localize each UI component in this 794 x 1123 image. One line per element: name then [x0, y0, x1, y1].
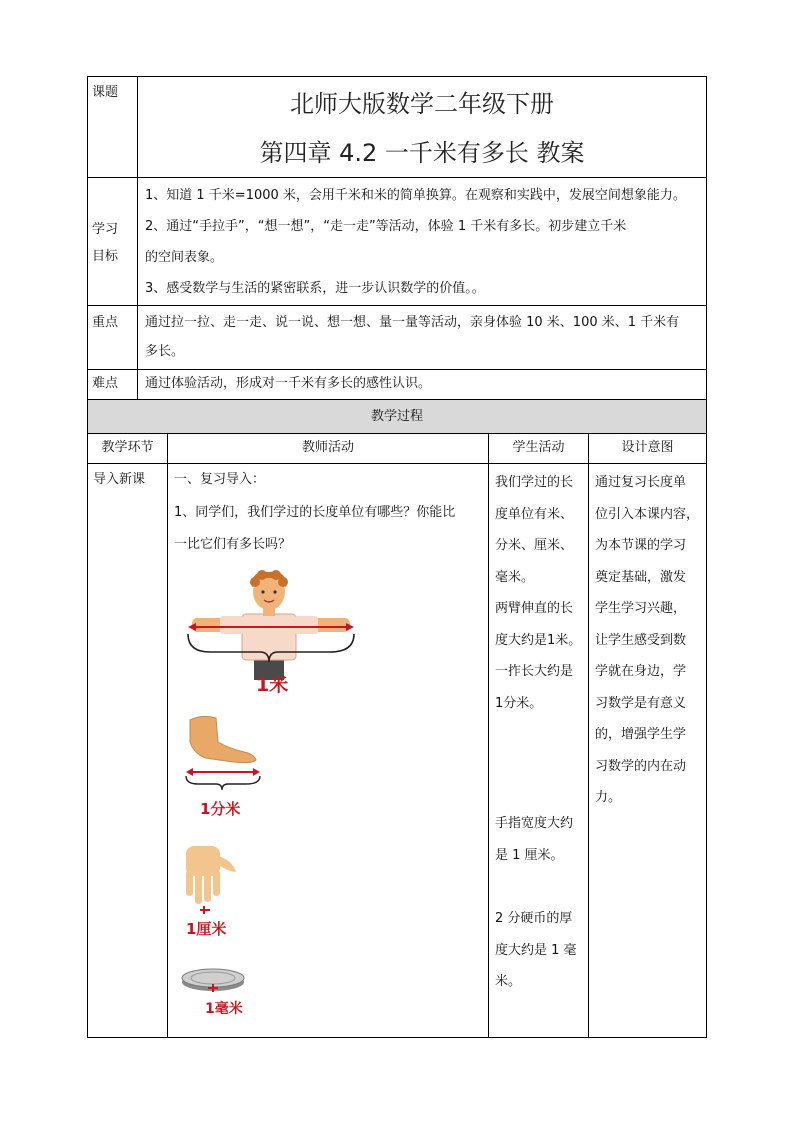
- intent-line: 习数学的内在动: [595, 758, 687, 774]
- one-centimeter-label: 1厘米: [186, 920, 227, 938]
- key-points-label: 重点: [92, 315, 119, 330]
- intent-line: 习数学是有意义: [595, 695, 687, 711]
- student-line: 度大约是 1 毫: [495, 942, 577, 958]
- difficulty-text: 通过体验活动，形成对一千米有多长的感性认识。: [145, 376, 432, 391]
- objectives-label-1: 学习: [92, 222, 119, 237]
- intent-line: 通过复习长度单: [595, 475, 687, 490]
- stage-label: 导入新课: [93, 472, 146, 487]
- student-line: 度大约是1米。: [495, 632, 582, 648]
- one-centimeter-illustration: [180, 842, 240, 914]
- one-millimeter-illustration: [180, 964, 248, 994]
- student-activity-block-2: [495, 808, 587, 871]
- teacher-line-3: 一比它们有多长吗？: [174, 537, 292, 552]
- student-line: 2 分硬币的厚: [495, 911, 573, 926]
- intent-line: 奠定基础，激发: [595, 569, 687, 585]
- process-title: 教学过程: [88, 400, 706, 433]
- student-activity-block-3: [495, 903, 587, 998]
- intent-line: 位引入本课内容，: [595, 506, 700, 522]
- student-line: 我们学过的长: [495, 475, 574, 490]
- one-millimeter-label: 1毫米: [205, 1001, 243, 1017]
- key-points-line-1: 通过拉一拉、走一走、说一说、想一想、量一量等活动，亲身体验 10 米、100 米、1 千米有: [145, 315, 680, 330]
- page-title-line1: 北师大版数学二年级下册: [290, 90, 554, 118]
- teacher-line-1: 一、复习导入：: [174, 472, 266, 487]
- objective-line-3: 的空间表象。: [145, 250, 224, 265]
- column-header-teacher: 教师活动: [301, 440, 354, 455]
- student-line: 度单位有米、: [495, 506, 574, 522]
- column-header-stage: 教学环节: [101, 440, 154, 455]
- design-intent: [595, 467, 705, 814]
- teacher-line-2: 1、同学们，我们学过的长度单位有哪些？你能比: [174, 505, 456, 520]
- student-line: 米。: [495, 974, 522, 989]
- topic-label: 课题: [92, 85, 119, 100]
- intent-line: 的，增强学生学: [595, 727, 687, 742]
- key-points-line-2: 多长。: [145, 344, 185, 359]
- student-line: 1分米。: [495, 695, 543, 711]
- column-header-intent: 设计意图: [621, 440, 674, 455]
- objective-line-2: 2、通过“手拉手”，“想一想”，“走一走”等活动，体验 1 千米有多长。初步建立千米: [145, 219, 627, 234]
- objectives-label-2: 目标: [92, 249, 119, 264]
- student-line: 毫米。: [495, 569, 535, 585]
- difficulty-label: 难点: [92, 376, 119, 391]
- intent-line: 学生学习兴趣，: [595, 601, 687, 616]
- student-line: 是 1 厘米。: [495, 847, 564, 863]
- one-decimeter-illustration: [182, 712, 262, 792]
- student-activity-block-1: [495, 467, 587, 719]
- intent-line: 力。: [595, 790, 622, 805]
- intent-line: 学就在身边，学: [595, 664, 687, 679]
- intent-line: 为本节课的学习: [595, 538, 687, 553]
- column-header-student: 学生活动: [512, 440, 565, 455]
- student-line: 两臂伸直的长: [495, 601, 574, 616]
- student-line: 分米、厘米、: [495, 538, 574, 553]
- student-line: 一拃长大约是: [495, 664, 574, 679]
- one-decimeter-label: 1分米: [200, 800, 241, 818]
- page-title-line2: 第四章 4.2 一千米有多长 教案: [259, 139, 585, 167]
- objective-line-4: 3、感受数学与生活的紧密联系，进一步认识数学的价值。。: [145, 281, 485, 296]
- intent-line: 让学生感受到数: [595, 632, 687, 648]
- student-line: 手指宽度大约: [495, 816, 574, 831]
- objective-line-1: 1、知道 1 千米=1000 米，会用千米和米的简单换算。在观察和实践中，发展空间想象能力。: [145, 188, 686, 203]
- one-meter-label: 1米: [256, 674, 289, 696]
